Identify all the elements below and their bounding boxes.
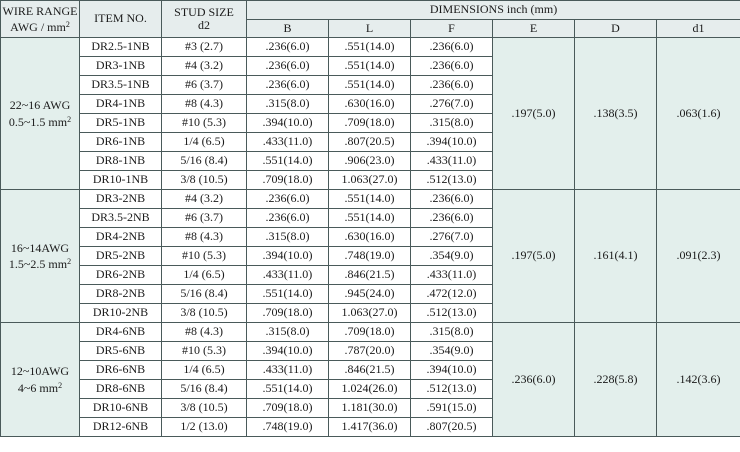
item-no-cell: DR12-6NB: [80, 418, 162, 437]
stud-size-cell: #4 (3.2): [162, 57, 247, 76]
wire-range-mm-sup: 2: [67, 114, 72, 124]
wire-range-cell: [1, 323, 80, 437]
dim-l-cell: .807(20.5): [329, 133, 411, 152]
stud-size-cell: 5/16 (8.4): [162, 380, 247, 399]
dim-l-cell: 1.181(30.0): [329, 399, 411, 418]
dim-f-cell: .276(7.0): [411, 95, 493, 114]
dim-b-cell: .748(19.0): [247, 418, 329, 437]
dim-f-cell: .236(6.0): [411, 76, 493, 95]
dim-b-cell: .551(14.0): [247, 152, 329, 171]
dim-f-cell: .591(15.0): [411, 399, 493, 418]
dim-b-cell: .236(6.0): [247, 76, 329, 95]
dim-f-cell: .512(13.0): [411, 171, 493, 190]
item-no-cell: DR3-1NB: [80, 57, 162, 76]
dim-b-cell: .433(11.0): [247, 133, 329, 152]
dim-f-cell: .394(10.0): [411, 133, 493, 152]
dim-b-cell: .709(18.0): [247, 171, 329, 190]
stud-size-cell: #6 (3.7): [162, 209, 247, 228]
stud-size-cell: 3/8 (10.5): [162, 171, 247, 190]
dim-b-cell: .709(18.0): [247, 304, 329, 323]
wire-range-mm: 0.5~1.5 mm: [8, 114, 68, 129]
stud-size-cell: 3/8 (10.5): [162, 399, 247, 418]
dim-b-cell: .433(11.0): [247, 361, 329, 380]
wire-range-mm-sup: 2: [58, 380, 63, 390]
dim-l-cell: 1.063(27.0): [329, 304, 411, 323]
item-no-cell: DR5-6NB: [80, 342, 162, 361]
dim-f-cell: .276(7.0): [411, 228, 493, 247]
stud-size-cell: #10 (5.3): [162, 114, 247, 133]
dim-b-cell: .315(8.0): [247, 95, 329, 114]
table-row: [1, 190, 740, 209]
dim-b-cell: .236(6.0): [247, 57, 329, 76]
item-no-cell: DR10-1NB: [80, 171, 162, 190]
dim-b-cell: .236(6.0): [247, 38, 329, 57]
item-no-cell: DR6-6NB: [80, 361, 162, 380]
dim-l-cell: .630(16.0): [329, 228, 411, 247]
stud-size-cell: #8 (4.3): [162, 228, 247, 247]
stud-size-cell: 5/16 (8.4): [162, 285, 247, 304]
stud-size-cell: #8 (4.3): [162, 323, 247, 342]
dim-b-cell: .394(10.0): [247, 114, 329, 133]
dim-l-cell: .906(23.0): [329, 152, 411, 171]
dim-l-cell: .551(14.0): [329, 57, 411, 76]
dim-e-cell: .197(5.0): [493, 190, 575, 323]
dim-b-cell: .551(14.0): [247, 285, 329, 304]
dim-d1-cell: .091(2.3): [657, 190, 740, 323]
dim-f-cell: .315(8.0): [411, 323, 493, 342]
wire-range-awg: 12~10AWG: [10, 364, 70, 379]
dim-l-cell: .787(20.0): [329, 342, 411, 361]
dim-e-cell: .197(5.0): [493, 38, 575, 190]
stud-size-cell: 1/4 (6.5): [162, 266, 247, 285]
wire-range-awg: 22~16 AWG: [9, 98, 71, 113]
table-row: [1, 323, 740, 342]
dim-f-cell: .315(8.0): [411, 114, 493, 133]
dim-l-cell: .709(18.0): [329, 323, 411, 342]
header-col-l: L: [329, 20, 411, 38]
header-col-f: F: [411, 20, 493, 38]
dim-l-cell: .846(21.5): [329, 361, 411, 380]
item-no-cell: DR3.5-1NB: [80, 76, 162, 95]
table-row: [1, 38, 740, 57]
item-no-cell: DR10-2NB: [80, 304, 162, 323]
dim-d1-cell: .063(1.6): [657, 38, 740, 190]
dim-l-cell: .630(16.0): [329, 95, 411, 114]
dim-f-cell: .236(6.0): [411, 57, 493, 76]
dim-l-cell: .709(18.0): [329, 114, 411, 133]
item-no-cell: DR3-2NB: [80, 190, 162, 209]
wire-range-mm: 1.5~2.5 mm: [8, 257, 68, 271]
dim-b-cell: .551(14.0): [247, 380, 329, 399]
wire-range-mm: 4~6 mm: [17, 380, 59, 395]
dim-f-cell: .236(6.0): [411, 38, 493, 57]
stud-size-cell: #10 (5.3): [162, 247, 247, 266]
stud-size-cell: #8 (4.3): [162, 95, 247, 114]
item-no-cell: DR6-2NB: [80, 266, 162, 285]
table-body: [1, 38, 740, 437]
header-stud-size-line1: STUD SIZE: [174, 4, 234, 19]
dim-l-cell: .551(14.0): [329, 190, 411, 209]
stud-size-cell: 3/8 (10.5): [162, 304, 247, 323]
item-no-cell: DR8-6NB: [80, 380, 162, 399]
item-no-cell: DR4-6NB: [80, 323, 162, 342]
dim-f-cell: .236(6.0): [411, 190, 493, 209]
item-no-cell: DR8-1NB: [80, 152, 162, 171]
item-no-cell: DR4-1NB: [80, 95, 162, 114]
header-col-b: B: [247, 20, 329, 38]
dim-b-cell: .315(8.0): [247, 228, 329, 247]
header-col-e: E: [493, 20, 575, 38]
dim-b-cell: .236(6.0): [247, 190, 329, 209]
dim-f-cell: .433(11.0): [411, 266, 493, 285]
item-no-cell: DR8-2NB: [80, 285, 162, 304]
header-col-d: D: [575, 20, 657, 38]
dim-d1-cell: .142(3.6): [657, 323, 740, 437]
stud-size-cell: #3 (2.7): [162, 38, 247, 57]
stud-size-cell: 1/2 (13.0): [162, 418, 247, 437]
dim-f-cell: .512(13.0): [411, 304, 493, 323]
header-item-no: ITEM NO.: [80, 1, 162, 38]
wire-range-cell: [1, 38, 80, 190]
dim-d-cell: .228(5.8): [575, 323, 657, 437]
stud-size-cell: 1/4 (6.5): [162, 133, 247, 152]
dim-f-cell: .354(9.0): [411, 342, 493, 361]
item-no-cell: DR4-2NB: [80, 228, 162, 247]
header-stud-size: [162, 1, 247, 38]
header-wire-range-line1: WIRE RANGE: [2, 3, 78, 18]
dim-f-cell: .433(11.0): [411, 152, 493, 171]
wire-range-awg: 16~14AWG: [10, 240, 70, 255]
dim-b-cell: .236(6.0): [247, 209, 329, 228]
stud-size-cell: #4 (3.2): [162, 190, 247, 209]
dim-d-cell: .161(4.1): [575, 190, 657, 323]
stud-size-cell: 5/16 (8.4): [162, 152, 247, 171]
header-stud-size-line2: d2: [198, 18, 210, 32]
dim-b-cell: .394(10.0): [247, 342, 329, 361]
dim-e-cell: .236(6.0): [493, 323, 575, 437]
item-no-cell: DR2.5-1NB: [80, 38, 162, 57]
header-wire-range-sup: 2: [65, 20, 70, 29]
dim-l-cell: 1.024(26.0): [329, 380, 411, 399]
dim-b-cell: .433(11.0): [247, 266, 329, 285]
item-no-cell: DR5-2NB: [80, 247, 162, 266]
header-wire-range-line2: AWG / mm: [10, 20, 66, 34]
dim-l-cell: .748(19.0): [329, 247, 411, 266]
header-dimensions: DIMENSIONS inch (mm): [247, 1, 740, 20]
dim-l-cell: 1.417(36.0): [329, 418, 411, 437]
dim-f-cell: .394(10.0): [411, 361, 493, 380]
wire-range-cell: [1, 190, 80, 323]
stud-size-cell: #6 (3.7): [162, 76, 247, 95]
dim-l-cell: .551(14.0): [329, 76, 411, 95]
dim-b-cell: .709(18.0): [247, 399, 329, 418]
item-no-cell: DR10-6NB: [80, 399, 162, 418]
dim-l-cell: 1.063(27.0): [329, 171, 411, 190]
dim-l-cell: .551(14.0): [329, 209, 411, 228]
table-header: [1, 1, 740, 38]
stud-size-cell: #10 (5.3): [162, 342, 247, 361]
item-no-cell: DR5-1NB: [80, 114, 162, 133]
dim-f-cell: .472(12.0): [411, 285, 493, 304]
dim-f-cell: .236(6.0): [411, 209, 493, 228]
dim-l-cell: .945(24.0): [329, 285, 411, 304]
dim-b-cell: .394(10.0): [247, 247, 329, 266]
dim-f-cell: .807(20.5): [411, 418, 493, 437]
header-col-d1: d1: [657, 20, 740, 38]
item-no-cell: DR6-1NB: [80, 133, 162, 152]
item-no-cell: DR3.5-2NB: [80, 209, 162, 228]
dim-f-cell: .512(13.0): [411, 380, 493, 399]
dim-l-cell: .846(21.5): [329, 266, 411, 285]
dim-b-cell: .315(8.0): [247, 323, 329, 342]
dim-l-cell: .551(14.0): [329, 38, 411, 57]
dim-f-cell: .354(9.0): [411, 247, 493, 266]
stud-size-cell: 1/4 (6.5): [162, 361, 247, 380]
wire-range-mm-sup: 2: [67, 257, 72, 266]
dim-d-cell: .138(3.5): [575, 38, 657, 190]
header-wire-range: [1, 1, 80, 38]
